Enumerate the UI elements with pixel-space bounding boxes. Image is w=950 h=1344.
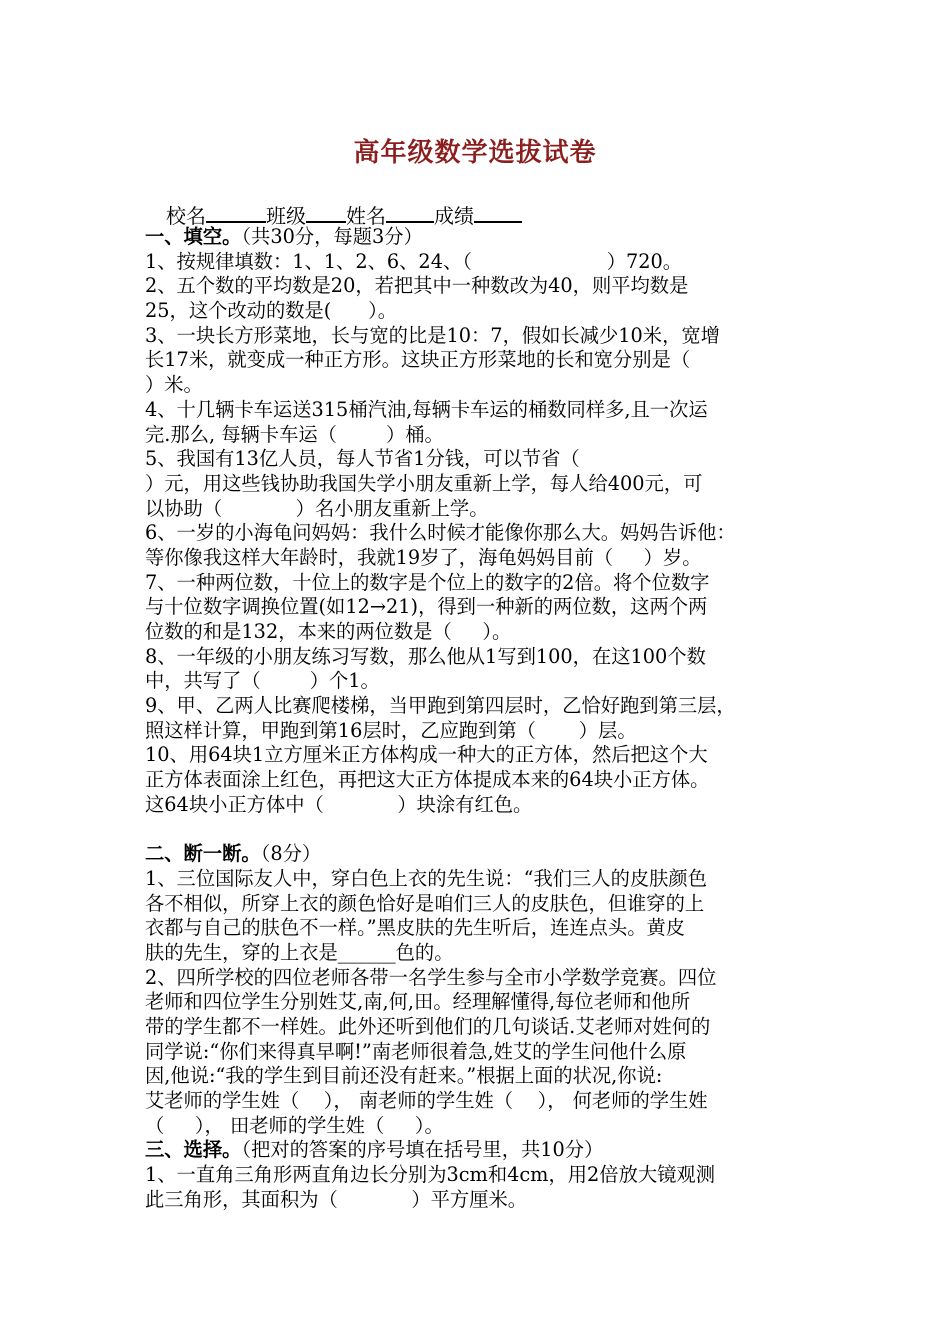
section-heading-fill: 一、填空。（共30分，每题3分） <box>145 225 423 248</box>
question-line: 2、五个数的平均数是20，若把其中一种数改为40，则平均数是 <box>145 274 689 298</box>
question-line: 完.那么, 每辆卡车运（ ）桶。 <box>145 422 444 446</box>
question-line: 与十位数字调换位置(如12→21)，得到一种新的两位数，这两个两 <box>145 595 708 619</box>
class-label: 班级 <box>266 204 306 228</box>
question-line: 3、一块长方形菜地，长与宽的比是10：7，假如长减少10米，宽增 <box>145 323 720 347</box>
score-blank <box>474 203 522 223</box>
name-blank <box>386 203 434 223</box>
question-line: 7、一种两位数，十位上的数字是个位上的数字的2倍。将个位数字 <box>145 570 710 594</box>
spacer <box>145 818 813 843</box>
question-line: 这64块小正方体中（ ）块涂有红色。 <box>145 792 533 816</box>
question-line: 肤的先生，穿的上衣是______色的。 <box>145 940 454 964</box>
question-line: 1、按规律填数：1、1、2、6、24、（ ）720。 <box>145 249 683 273</box>
question-line: 衣都与自己的肤色不一样。”黑皮肤的先生听后，连连点头。黄皮 <box>145 916 686 940</box>
score-label: 成绩 <box>434 204 474 228</box>
question-line: 照这样计算，甲跑到第16层时，乙应跑到第（ ）层。 <box>145 718 637 742</box>
question-line: 5、我国有13亿人员，每人节省1分钱，可以节省（ <box>145 447 580 471</box>
question-line: 老师和四位学生分别姓艾,南,何,田。经理解懂得,每位老师和他所 <box>145 990 691 1014</box>
question-line: 正方体表面涂上红色，再把这大正方体提成本来的64块小正方体。 <box>145 768 710 792</box>
question-line: 位数的和是132，本来的两位数是（ ）。 <box>145 620 512 643</box>
question-line: 2、四所学校的四位老师各带一名学生参与全市小学数学竞赛。四位 <box>145 965 717 989</box>
school-label: 校名 <box>166 204 206 228</box>
question-line: 以协助（ ）名小朋友重新上学。 <box>145 496 489 520</box>
school-blank <box>206 203 266 223</box>
question-line: 因,他说:“我的学生到目前还没有赶来。”根据上面的状况,你说: <box>145 1064 663 1088</box>
question-line: ）元，用这些钱协助我国失学小朋友重新上学，每人给400元，可 <box>145 471 703 495</box>
question-line: 1、一直角三角形两直角边长分别为3cm和4cm，用2倍放大镜观测 <box>145 1163 715 1187</box>
question-line: 艾老师的学生姓（ ）， 南老师的学生姓（ ）， 何老师的学生姓 <box>145 1089 708 1113</box>
section-heading-judge: 二、断一断。（8分） <box>145 842 322 866</box>
question-line: 4、十几辆卡车运送315桶汽油,每辆卡车运的桶数同样多,且一次运 <box>145 397 708 421</box>
question-line: 25，这个改动的数是( ）。 <box>145 299 397 323</box>
question-line: 10、用64块1立方厘米正方体构成一种大的正方体，然后把这个大 <box>145 743 708 767</box>
question-line: 各不相似，所穿上衣的颜色恰好是咱们三人的皮肤色，但谁穿的上 <box>145 891 705 915</box>
name-label: 姓名 <box>346 204 386 228</box>
question-line: 等你像我这样大年龄时，我就19岁了，海龟妈妈目前（ ）岁。 <box>145 545 702 569</box>
section-heading-choice: 三、选择。（把对的答案的序号填在括号里，共10分） <box>145 1138 604 1162</box>
question-line: 1、三位国际友人中，穿白色上衣的先生说：“我们三人的皮肤颜色 <box>145 866 707 890</box>
question-line: 8、一年级的小朋友练习写数，那么他从1写到100，在这100个数 <box>145 644 706 668</box>
question-line: 带的学生都不一样姓。此外还听到他们的几句谈话.艾老师对姓何的 <box>145 1015 711 1038</box>
page-title: 高年级数学选拔试卷 <box>353 138 597 168</box>
question-line: 此三角形，其面积为（ ）平方厘米。 <box>145 1187 528 1211</box>
class-blank <box>306 203 346 223</box>
question-line: 长17米，就变成一种正方形。这块正方形菜地的长和宽分别是（ <box>145 348 691 372</box>
question-line: ）米。 <box>145 373 203 397</box>
question-line: 中，共写了（ ）个1。 <box>145 669 380 693</box>
question-line: 6、一岁的小海龟问妈妈：我什么时候才能像你那么大。妈妈告诉他： <box>145 521 736 545</box>
question-line: （ ）， 田老师的学生姓（ ）。 <box>145 1113 444 1137</box>
question-line: 同学说:“你们来得真早啊!”南老师很着急,姓艾的学生问他什么原 <box>145 1039 687 1063</box>
exam-content <box>145 225 813 1213</box>
question-line: 9、甲、乙两人比赛爬楼梯，当甲跑到第四层时，乙恰好跑到第三层， <box>145 694 736 718</box>
